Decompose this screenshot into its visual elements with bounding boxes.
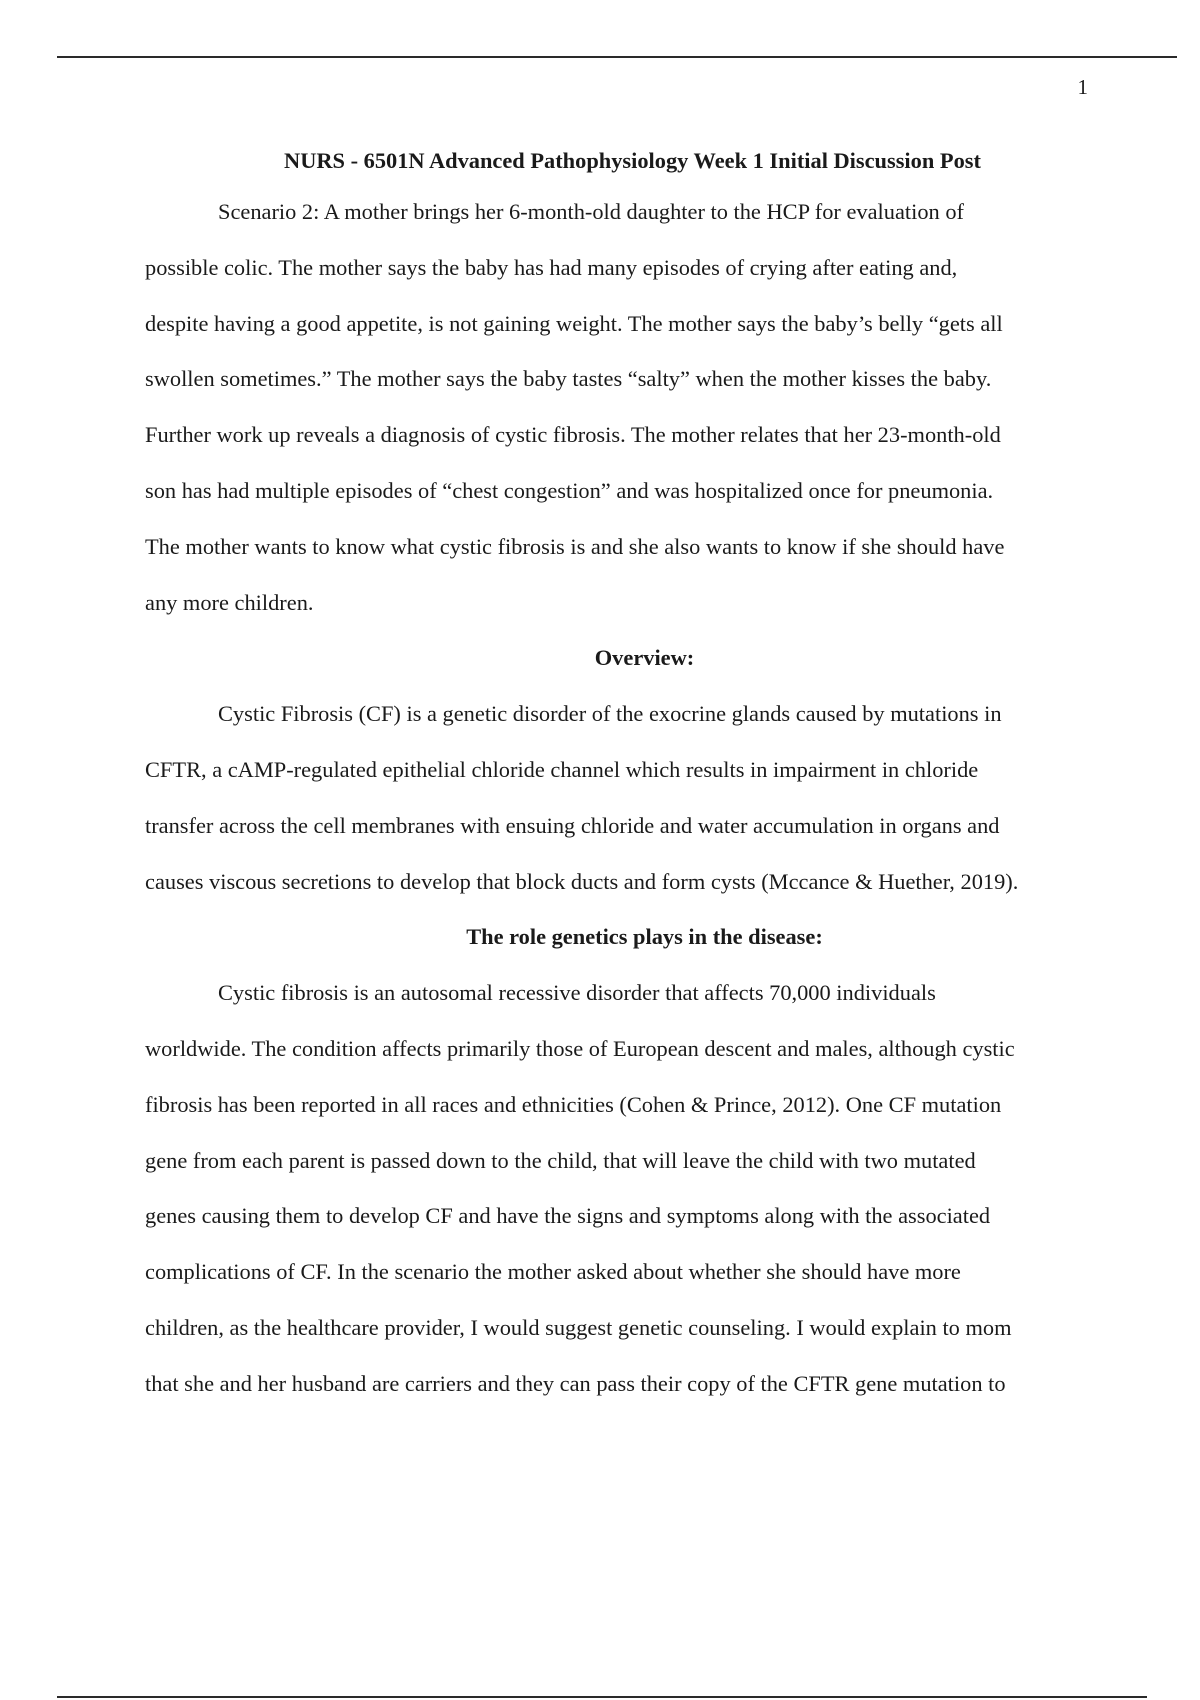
scenario-paragraph — [145, 184, 1100, 630]
paragraph-line: despite having a good appetite, is not gaining weight. The mother says the baby’s belly “gets all — [145, 310, 1003, 336]
paragraph-line: Further work up reveals a diagnosis of cystic fibrosis. The mother relates that her 23-month-old — [145, 422, 1001, 448]
genetics-heading: The role genetics plays in the disease: — [466, 924, 823, 950]
genetics-paragraph — [145, 965, 1100, 1411]
paragraph-line: son has had multiple episodes of “chest congestion” and was hospitalized once for pneumonia. — [145, 477, 994, 503]
paragraph-line: swollen sometimes.” The mother says the baby tastes “salty” when the mother kisses the baby. — [145, 366, 992, 392]
paragraph-line: complications of CF. In the scenario the mother asked about whether she should have more — [145, 1259, 961, 1285]
page-number: 1 — [1077, 75, 1088, 99]
paragraph-line: Scenario 2: A mother brings her 6-month-old daughter to the HCP for evaluation of — [218, 199, 964, 224]
paragraph-line: Cystic fibrosis is an autosomal recessive disorder that affects 70,000 individuals — [218, 980, 936, 1006]
paragraph-line: any more children. — [145, 589, 314, 615]
overview-heading: Overview: — [594, 645, 695, 671]
paragraph-line: gene from each parent is passed down to the child, that will leave the child with two mutated — [145, 1147, 976, 1173]
paragraph-line: children, as the healthcare provider, I would suggest genetic counseling. I would explain to mom — [145, 1314, 1012, 1340]
paragraph-line: worldwide. The condition affects primarily those of European descent and males, although cystic — [145, 1035, 1015, 1061]
document-body — [145, 138, 1100, 1412]
paragraph-line: transfer across the cell membranes with ensuing chloride and water accumulation in organs and — [145, 812, 1000, 838]
paragraph-line: possible colic. The mother says the baby has had many episodes of crying after eating and, — [145, 254, 958, 280]
paragraph-line: genes causing them to develop CF and have the signs and symptoms along with the associated — [145, 1203, 991, 1229]
top-rule — [57, 56, 1177, 58]
bottom-rule — [57, 1696, 1147, 1698]
paragraph-line: causes viscous secretions to develop that block ducts and form cysts (Mccance & Huether, 2019). — [145, 868, 1019, 894]
document-title: NURS - 6501N Advanced Pathophysiology Week 1 Initial Discussion Post — [284, 148, 981, 173]
paragraph-line: The mother wants to know what cystic fibrosis is and she also wants to know if she should have — [145, 533, 1005, 559]
paragraph-line: CFTR, a cAMP-regulated epithelial chloride channel which results in impairment in chloride — [145, 756, 979, 782]
paragraph-line: that she and her husband are carriers and they can pass their copy of the CFTR gene mutation to — [145, 1370, 1006, 1396]
paragraph-line: fibrosis has been reported in all races and ethnicities (Cohen & Prince, 2012). One CF mutation — [145, 1091, 1002, 1117]
overview-paragraph — [145, 686, 1100, 909]
paragraph-line: Cystic Fibrosis (CF) is a genetic disorder of the exocrine glands caused by mutations in — [218, 701, 1002, 727]
